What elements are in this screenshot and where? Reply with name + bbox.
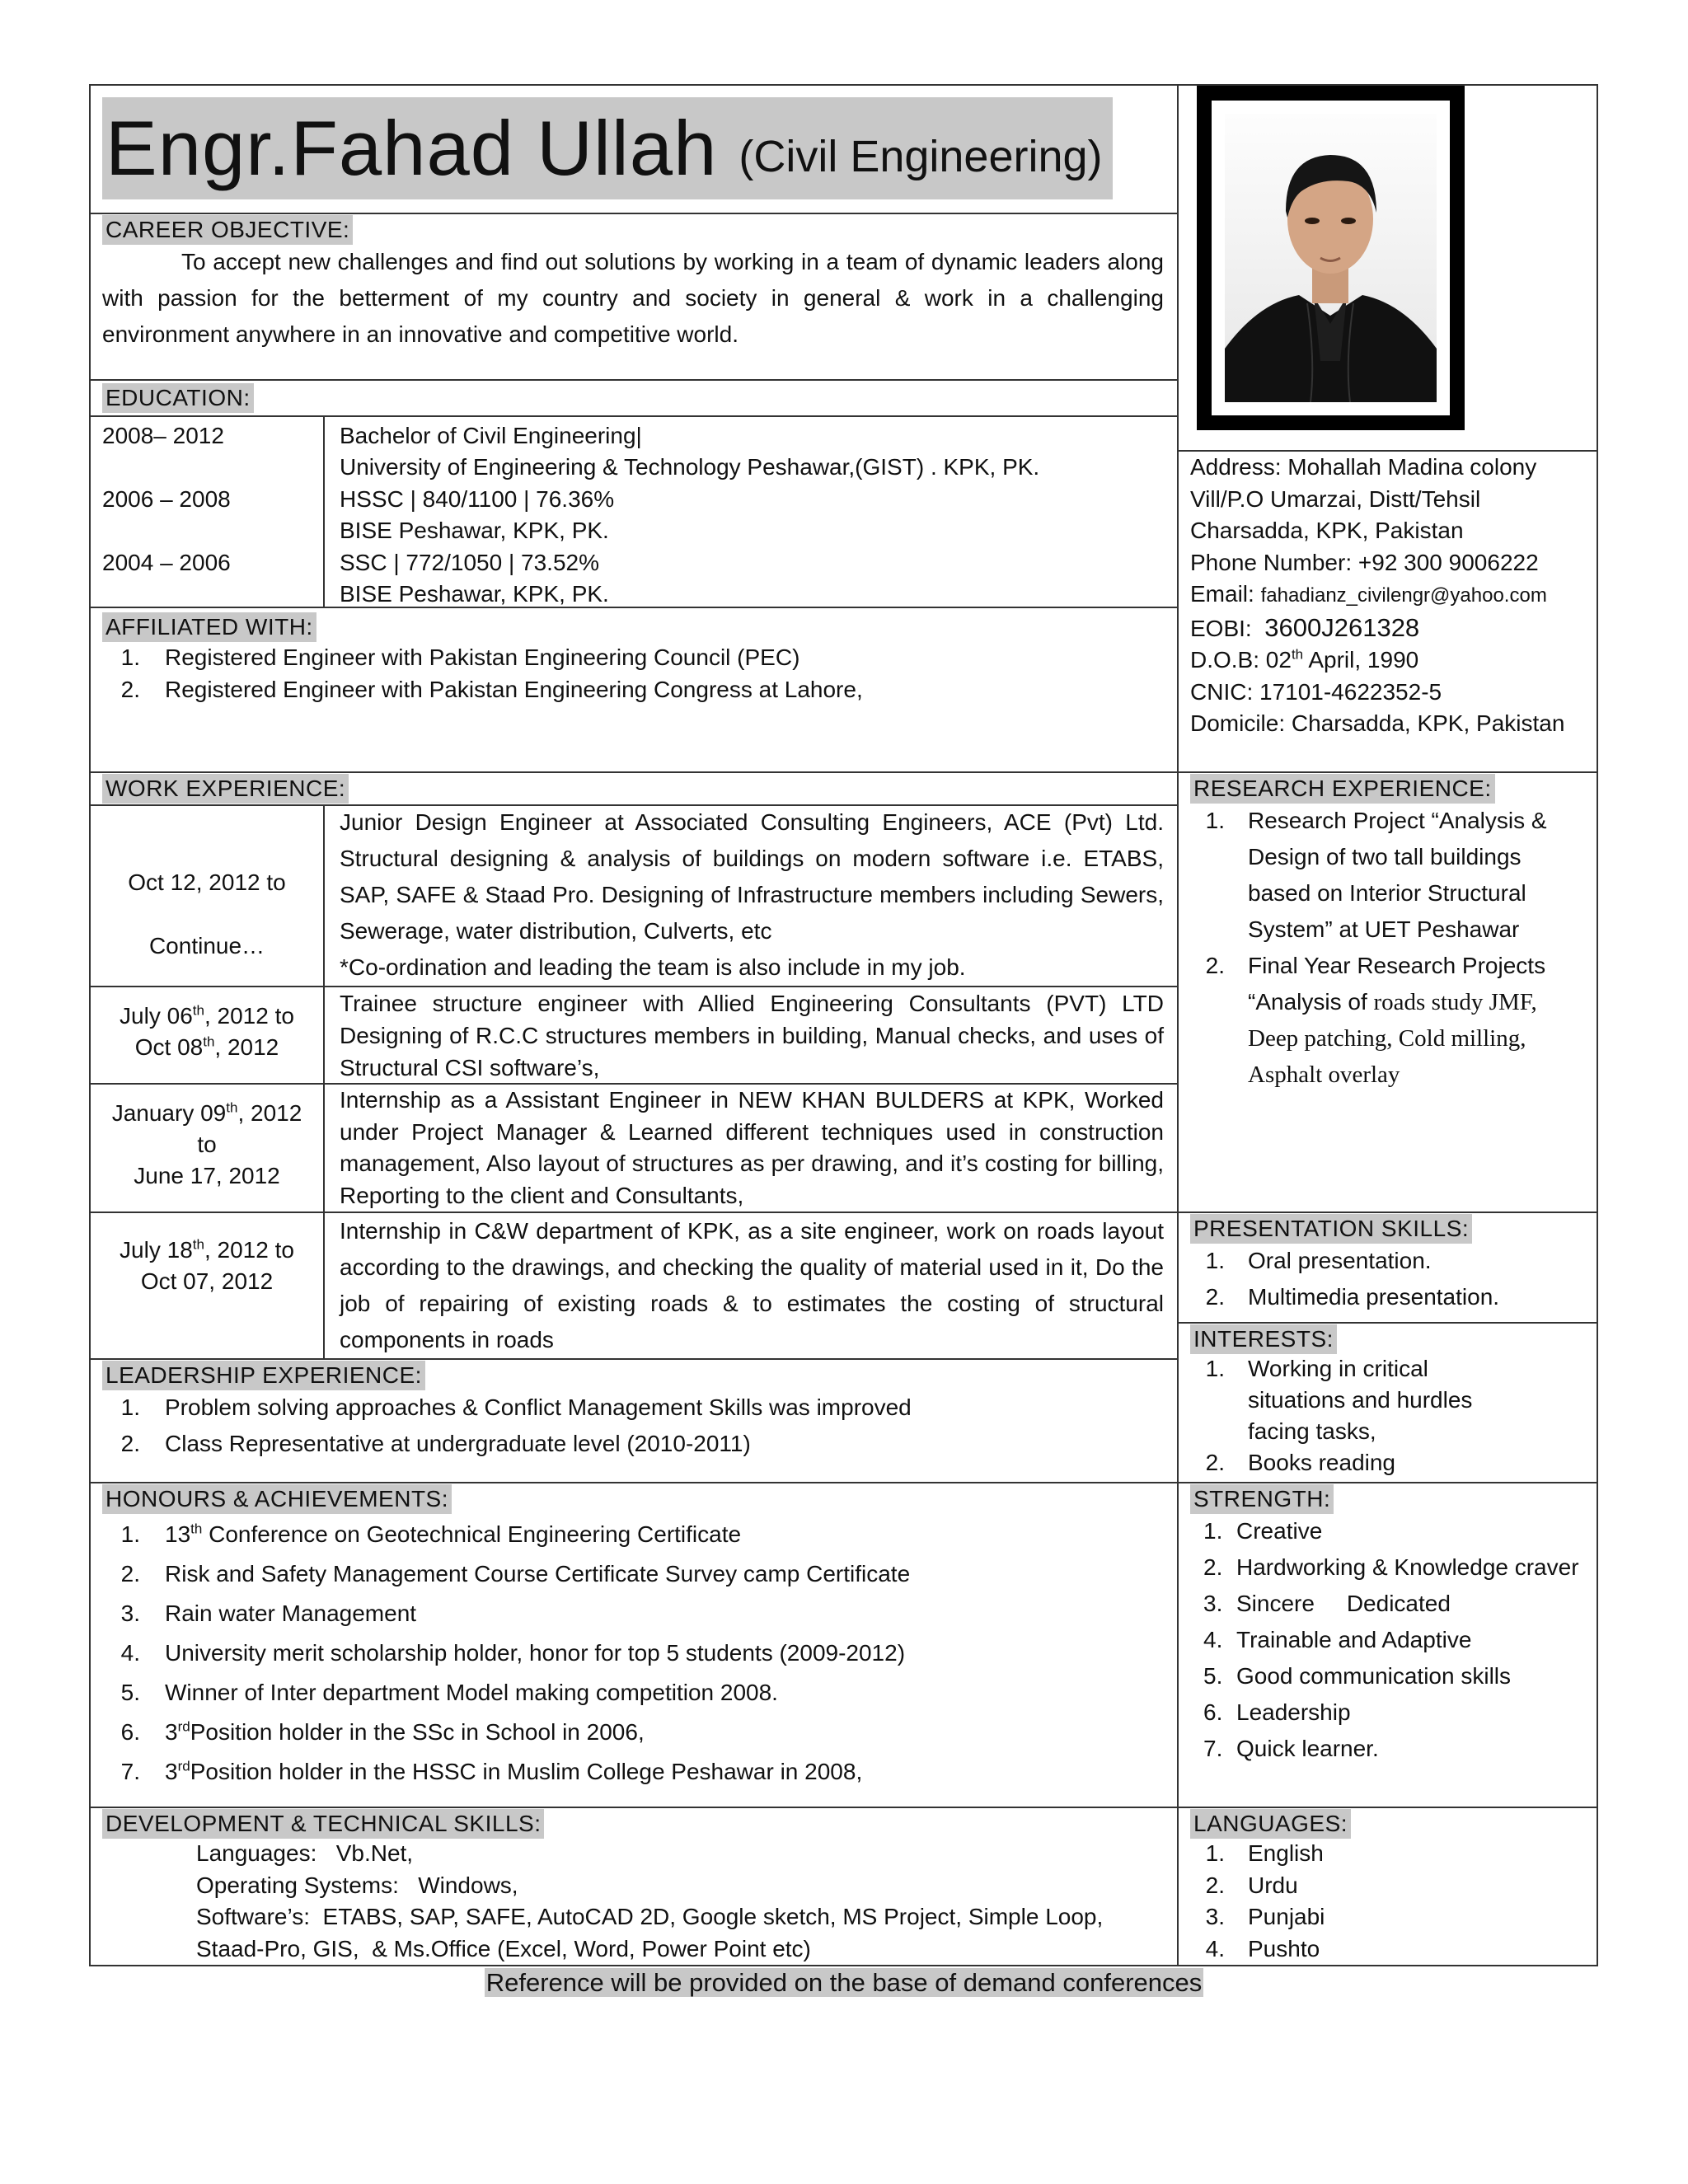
research-list — [1203, 803, 1587, 1093]
list-item: 4. Pushto — [1205, 1935, 1320, 1961]
work-row-1 — [91, 804, 1175, 986]
strength-heading: STRENGTH: — [1190, 1484, 1334, 1514]
leadership-heading: LEADERSHIP EXPERIENCE: — [102, 1361, 425, 1390]
list-item: 2. Registered Engineer with Pakistan Engineering Congress at Lahore, — [120, 677, 863, 702]
list-item: 1. English — [1205, 1840, 1324, 1866]
languages-list — [1203, 1838, 1587, 1965]
dev-skills-heading: DEVELOPMENT & TECHNICAL SKILLS: — [102, 1809, 544, 1839]
contact-block — [1190, 452, 1594, 740]
date-of-birth: D.O.B: 02th April, 1990 — [1190, 646, 1419, 673]
list-item: 2. Final Year Research Projects “Analysis of roads study JMF, Deep patching, Cold milling, Asphalt overlay — [1205, 953, 1546, 1088]
list-item: 3. Rain water Management — [120, 1601, 417, 1626]
work-row-3 — [91, 1085, 1175, 1212]
list-item: 5. Winner of Inter department Model making competition 2008. — [120, 1680, 778, 1705]
list-item: 7. Quick learner. — [1203, 1736, 1379, 1761]
candidate-name: Engr.Fahad Ullah — [106, 105, 718, 191]
strength-list — [1203, 1513, 1587, 1767]
list-item: 3. Sincere Dedicated — [1203, 1591, 1451, 1616]
affiliated-heading: AFFILIATED WITH: — [102, 612, 316, 642]
education-years: 2004 – 2006 — [102, 550, 231, 575]
education-table — [102, 420, 1165, 611]
eobi: EOBI: 3600J261328 — [1190, 612, 1420, 642]
affiliated-list — [115, 641, 1162, 705]
skills-software: Software’s: ETABS, SAP, SAFE, AutoCAD 2D, Google sketch, MS Project, Simple Loop, — [196, 1904, 1104, 1929]
email: Email: fahadianz_civilengr@yahoo.com — [1190, 581, 1547, 607]
presentation-heading: PRESENTATION SKILLS: — [1190, 1214, 1472, 1244]
education-years: 2008– 2012 — [102, 423, 224, 448]
address-line: Vill/P.O Umarzai, Distt/Tehsil — [1190, 485, 1481, 512]
honours-list — [115, 1515, 1162, 1792]
work-row-2 — [91, 987, 1175, 1083]
education-degree: Bachelor of Civil Engineering| — [340, 423, 642, 448]
list-item: 1. Research Project “Analysis & Design of two tall buildings based on Interior Structural System” at UET Peshawar — [1205, 808, 1547, 942]
column-divider — [1177, 84, 1179, 1966]
education-institution: BISE Peshawar, KPK, PK. — [340, 518, 609, 543]
work-description: Internship in C&W department of KPK, as a site engineer, work on roads layout according to the drawings, and checking the quality of material used in it, Do the job of repairing of existing roads & to estimates the costing of structural components in roads — [340, 1218, 1164, 1352]
skills-os: Operating Systems: Windows, — [196, 1872, 518, 1898]
work-dates: July 06th, 2012 to Oct 08th, 2012 — [120, 1002, 294, 1060]
list-item: 7. 3rdPosition holder in the HSSC in Muslim College Peshawar in 2008, — [120, 1758, 863, 1784]
leadership-list — [115, 1390, 1162, 1462]
work-dates: Oct 12, 2012 to Continue… — [128, 869, 286, 958]
education-row — [102, 420, 1165, 484]
address-line: Address: Mohallah Madina colony — [1190, 454, 1537, 480]
education-institution: University of Engineering & Technology Peshawar,(GIST) . KPK, PK. — [340, 454, 1040, 480]
domicile: Domicile: Charsadda, KPK, Pakistan — [1190, 710, 1565, 736]
education-row — [102, 547, 1165, 611]
address-line: Charsadda, KPK, Pakistan — [1190, 518, 1464, 543]
career-objective-heading: CAREER OBJECTIVE: — [102, 215, 353, 245]
list-item: 2. Risk and Safety Management Course Certificate Survey camp Certificate — [120, 1561, 911, 1586]
list-item: 6. 3rdPosition holder in the SSc in School in 2006, — [120, 1718, 645, 1745]
list-item: 2. Hardworking & Knowledge craver — [1203, 1554, 1579, 1580]
list-item: 3. Punjabi — [1205, 1904, 1325, 1929]
work-dates: January 09th, 2012 to June 17, 2012 — [111, 1099, 302, 1188]
list-item: 1. Working in critical situations and hurdles facing tasks, — [1205, 1356, 1473, 1444]
education-row — [102, 484, 1165, 547]
list-item: 2. Urdu — [1205, 1872, 1298, 1898]
education-years: 2006 – 2008 — [102, 486, 231, 512]
education-degree: SSC | 772/1050 | 73.52% — [340, 550, 599, 575]
work-description: Junior Design Engineer at Associated Consulting Engineers, ACE (Pvt) Ltd. Structural designing & analysis of buildings on modern software i.e. ETABS, SAP, SAFE & Staad Pro. Designing of Infrastructure members including Sewers, Sewerage, water distribution, Culverts, etc *Co-ordination and leading the team is also include in my job. — [340, 809, 1164, 980]
list-item: 1. Creative — [1203, 1518, 1323, 1544]
languages-heading: LANGUAGES: — [1190, 1809, 1351, 1839]
candidate-discipline: (Civil Engineering) — [738, 132, 1103, 181]
list-item: 2. Books reading — [1205, 1450, 1396, 1475]
dev-skills-block — [196, 1838, 1160, 1965]
profile-photo — [1197, 86, 1465, 430]
list-item: 1. 13th Conference on Geotechnical Engineering Certificate — [120, 1521, 742, 1547]
work-dates: July 18th, 2012 to Oct 07, 2012 — [120, 1236, 294, 1294]
list-item: 6. Leadership — [1203, 1699, 1351, 1725]
phone-number: Phone Number: +92 300 9006222 — [1190, 549, 1539, 575]
list-item: 1. Problem solving approaches & Conflict Management Skills was improved — [120, 1394, 912, 1420]
list-item: 2. Class Representative at undergraduate level (2010-2011) — [120, 1431, 751, 1456]
cnic: CNIC: 17101-4622352-5 — [1190, 678, 1442, 705]
work-description: Trainee structure engineer with Allied Engineering Consultants (PVT) LTD Designing of R.C.C structures members in building, Manual checks, and uses of Structural CSI software’s, — [340, 991, 1164, 1080]
career-objective-text: To accept new challenges and find out solutions by working in a team of dynamic leaders along with passion for the betterment of my country and society in general & work in a challenging environment anywhere in an innovative and competitive world. — [102, 249, 1164, 347]
list-item: 1. Oral presentation. — [1205, 1248, 1432, 1273]
list-item: 5. Good communication skills — [1203, 1663, 1512, 1689]
education-degree: HSSC | 840/1100 | 76.36% — [340, 486, 615, 512]
list-item: 2. Multimedia presentation. — [1205, 1284, 1500, 1310]
skills-software-cont: Staad-Pro, GIS, & Ms.Office (Excel, Word, Power Point etc) — [196, 1935, 811, 1961]
list-item: 4. University merit scholarship holder, honor for top 5 students (2009-2012) — [120, 1640, 906, 1666]
list-item: 1. Registered Engineer with Pakistan Engineering Council (PEC) — [120, 644, 800, 670]
skills-languages: Languages: Vb.Net, — [196, 1840, 414, 1866]
reference-note: Reference will be provided on the base of demand conferences — [485, 1968, 1203, 1997]
work-experience-heading: WORK EXPERIENCE: — [102, 774, 349, 804]
education-institution: BISE Peshawar, KPK, PK. — [340, 581, 609, 607]
research-heading: RESEARCH EXPERIENCE: — [1190, 774, 1495, 804]
interests-list — [1203, 1353, 1587, 1479]
page-title — [106, 97, 1103, 199]
list-item: 4. Trainable and Adaptive — [1203, 1627, 1472, 1652]
work-row-4 — [91, 1213, 1175, 1358]
interests-heading: INTERESTS: — [1190, 1324, 1337, 1354]
work-description: Internship as a Assistant Engineer in NEW KHAN BULDERS at KPK, Worked under Project Manager & Learned different techniques used in construction management, Also layout of structures as per drawing, and it’s costing for billing, Reporting to the client and Consultants, — [340, 1087, 1164, 1208]
honours-heading: HONOURS & ACHIEVEMENTS: — [102, 1484, 452, 1514]
presentation-list — [1203, 1243, 1587, 1315]
education-heading: EDUCATION: — [102, 383, 254, 413]
